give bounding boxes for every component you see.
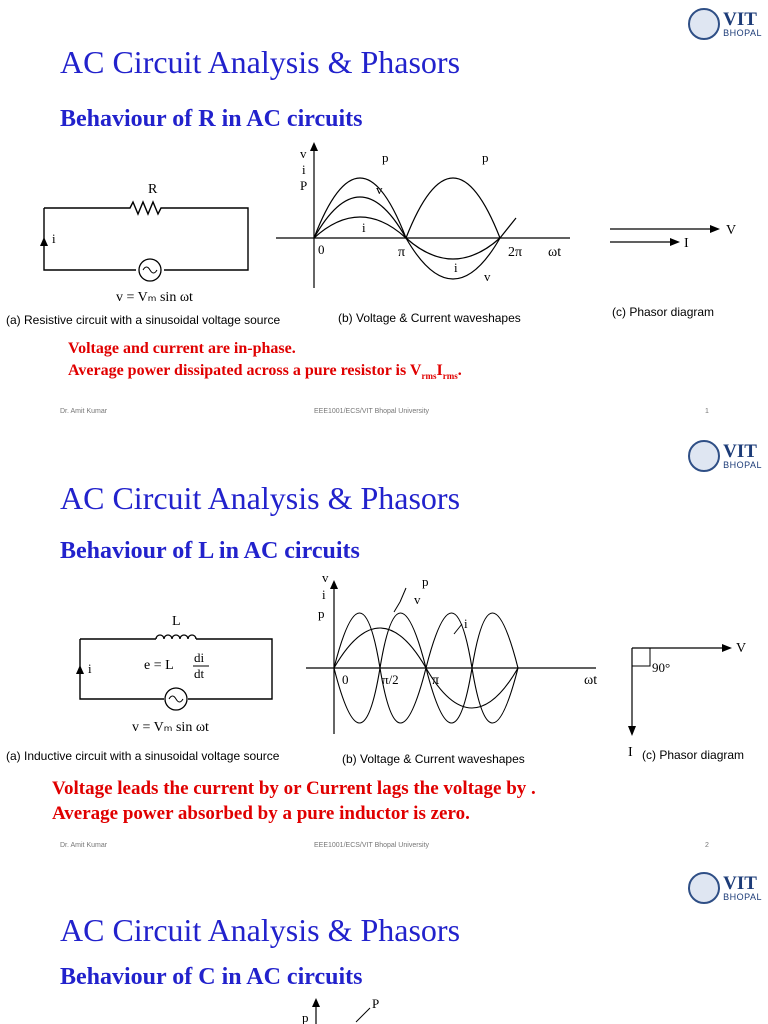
axis-p-label: P (300, 178, 308, 193)
curve-label-p1: p (382, 150, 389, 165)
curve-label-i1: i (362, 220, 366, 235)
current-arrow-icon (40, 237, 48, 246)
omega-t-label: ωt (584, 673, 598, 688)
l-waveform-figure (296, 572, 606, 742)
logo-campus: BHOPAL (723, 28, 762, 38)
logo-campus: BHOPAL (723, 892, 762, 902)
phasor-i-label: I (628, 745, 633, 760)
phasor-v-label: V (726, 223, 737, 238)
footer-author: Dr. Amit Kumar (60, 842, 108, 849)
vit-logo (688, 8, 762, 40)
slide-subtitle: Behaviour of C in AC circuits (60, 964, 363, 990)
axis-p-label: p (318, 606, 325, 621)
curve-label-v1: v (376, 182, 383, 197)
emf-dt: dt (194, 666, 205, 681)
pi-label: π (398, 245, 406, 260)
note-line-1: Voltage leads the current by or Current lags the voltage by . (52, 778, 536, 799)
university-seal-icon (688, 8, 720, 40)
university-seal-icon (688, 440, 720, 472)
slide-2 (0, 432, 768, 864)
footer-author: Dr. Amit Kumar (60, 408, 108, 415)
current-label: i (88, 661, 92, 676)
logo-campus: BHOPAL (723, 460, 762, 470)
slide-subtitle: Behaviour of R in AC circuits (60, 106, 363, 132)
axis-p-label: p (302, 1010, 309, 1024)
resistor-label: R (148, 182, 158, 197)
source-equation: v = Vₘ sin ωt (132, 720, 209, 735)
caption-a: (a) Resistive circuit with a sinusoidal voltage source (6, 313, 281, 327)
inductor-coil-icon (156, 635, 196, 639)
r-waveform-figure (270, 138, 580, 293)
two-pi-label: 2π (508, 245, 523, 260)
note-line-2: Average power dissipated across a pure resistor is $V_{rms}I_{rms}$. (68, 362, 462, 382)
logo-vit: VIT (723, 9, 757, 30)
vit-logo (688, 440, 762, 472)
caption-b: (b) Voltage & Current waveshapes (342, 752, 525, 766)
slide-subtitle: Behaviour of L in AC circuits (60, 538, 360, 564)
current-label: i (52, 231, 56, 246)
curve-label-v2: v (484, 269, 491, 284)
caption-a: (a) Inductive circuit with a sinusoidal voltage source (6, 749, 280, 763)
axis-v-label: v (300, 146, 307, 161)
emf-di: di (194, 650, 205, 665)
curve-label-v: v (414, 592, 421, 607)
pi-half-label: π/2 (382, 672, 399, 687)
curve-label-i2: i (454, 260, 458, 275)
origin-label: 0 (342, 672, 349, 687)
source-equation: v = Vₘ sin ωt (116, 290, 193, 305)
axis-i-label: i (302, 162, 306, 177)
curve-label-p: p (422, 574, 429, 589)
logo-vit: VIT (723, 873, 757, 894)
footer-course: EEE1001/ECS/VIT Bhopal University (314, 842, 430, 849)
current-arrow-icon (76, 665, 84, 674)
axis-i-label: i (322, 587, 326, 602)
university-seal-icon (688, 872, 720, 904)
omega-t-label: ωt (548, 245, 562, 260)
slide-1 (0, 0, 768, 432)
footer-page: 2 (705, 842, 709, 849)
inductive-circuit-figure (66, 607, 286, 742)
note-line-2: Average power absorbed by a pure inductor is zero. (52, 803, 470, 824)
emf-equation: e = L (144, 658, 174, 673)
phasor-v-label: V (736, 641, 747, 656)
l-phasor-figure (620, 632, 760, 762)
caption-c: (c) Phasor diagram (612, 305, 715, 319)
note-line-1: Voltage and current are in-phase. (68, 340, 296, 357)
curve-label-i: i (464, 616, 468, 631)
slide-title: AC Circuit Analysis & Phasors (60, 44, 461, 80)
caption-b: (b) Voltage & Current waveshapes (338, 311, 521, 325)
resistive-circuit-figure (30, 175, 270, 305)
slide-title: AC Circuit Analysis & Phasors (60, 912, 461, 948)
r-phasor-figure (600, 215, 760, 255)
vit-logo (688, 872, 762, 904)
slide-title: AC Circuit Analysis & Phasors (60, 480, 461, 516)
phasor-i-label: I (684, 236, 689, 251)
footer-page: 1 (705, 408, 709, 415)
logo-vit: VIT (723, 441, 757, 462)
origin-label: 0 (318, 242, 325, 257)
footer-course: EEE1001/ECS/VIT Bhopal University (314, 408, 430, 415)
phasor-angle-label: 90° (652, 660, 671, 675)
curve-label-p2: p (482, 150, 489, 165)
caption-c: (c) Phasor diagram (642, 748, 745, 762)
c-waveform-figure (290, 994, 410, 1024)
axis-v-label: v (322, 572, 329, 585)
pi-label: π (432, 673, 440, 688)
slide-3 (0, 864, 768, 1024)
curve-label-p: P (372, 996, 380, 1011)
inductor-label: L (172, 614, 181, 629)
power-curve-p (314, 178, 500, 238)
